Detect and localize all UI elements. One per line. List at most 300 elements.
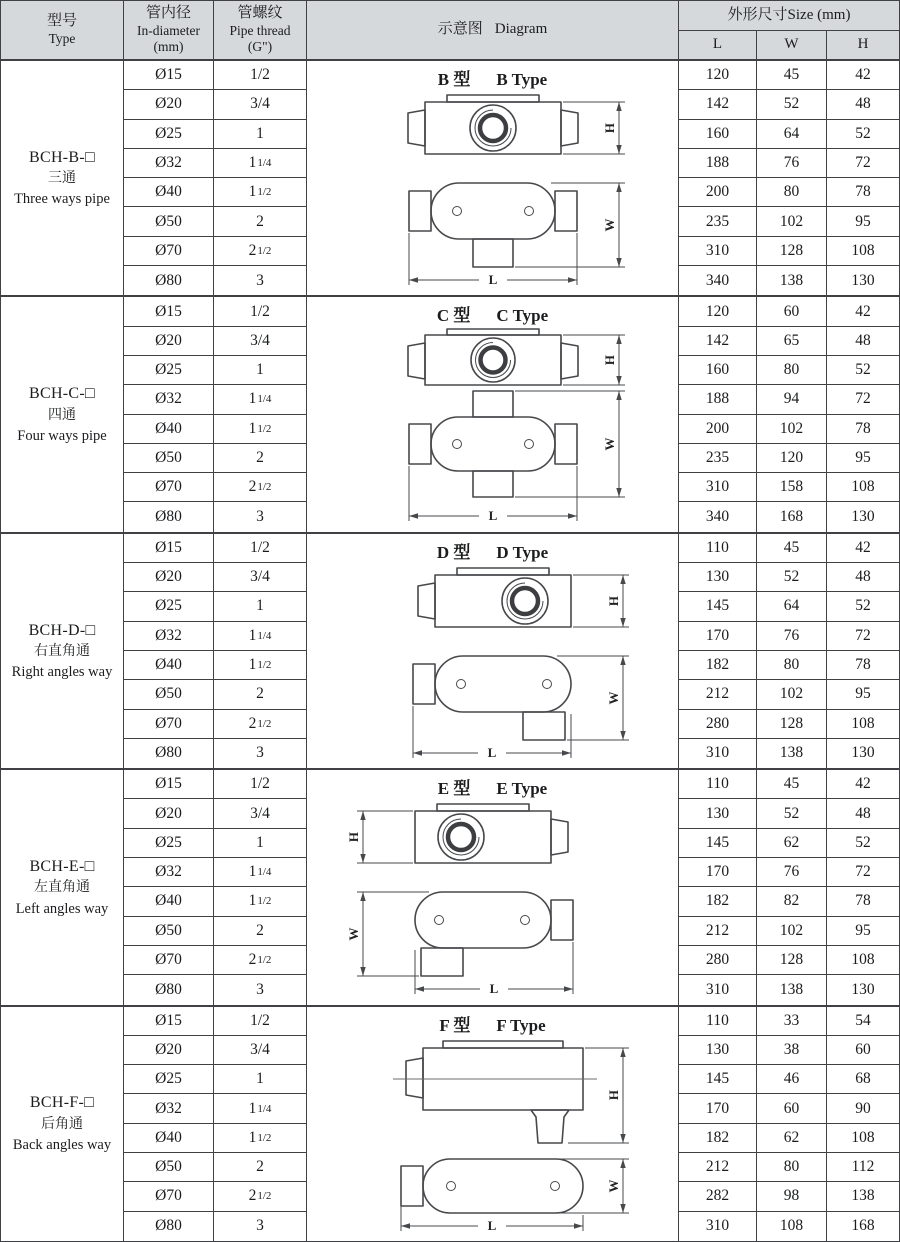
size-h-value: 95 (855, 921, 871, 939)
size-l-cell (679, 1182, 757, 1211)
size-l-cell (679, 680, 757, 709)
header-thread-en: Pipe thread (229, 22, 291, 38)
svg-text:L: L (489, 981, 498, 997)
size-w-value: 33 (783, 1011, 800, 1029)
size-w-cell (757, 829, 827, 858)
size-h-cell (827, 1094, 899, 1123)
diameter-value: Ø50 (155, 212, 182, 230)
diameter-value: Ø80 (155, 508, 182, 526)
diagram-label-en: C Type (496, 306, 549, 326)
bottom-view (413, 656, 571, 740)
diagram-cell (307, 534, 679, 768)
thread-value: 1/2 (250, 775, 270, 793)
size-h-cell (827, 770, 899, 799)
thread-value: 3 (256, 744, 264, 762)
diameter-value: Ø50 (155, 921, 182, 939)
diagram-label-zh: D 型 (436, 542, 471, 562)
screw-hole (524, 207, 533, 216)
size-w-cell (757, 297, 827, 326)
type-cell (1, 1007, 124, 1241)
size-l-value: 200 (705, 183, 730, 201)
thread-value: 2 (248, 241, 257, 259)
size-l-cell (679, 444, 757, 473)
size-h-value: 48 (855, 95, 871, 113)
section-e-type (1, 768, 899, 1004)
size-h-cell (827, 1065, 899, 1094)
size-w-value: 64 (783, 597, 800, 615)
size-h-cell (827, 946, 899, 975)
thread-cell (214, 61, 307, 90)
size-w-cell (757, 680, 827, 709)
diameter-value: Ø20 (155, 1040, 182, 1058)
header-col-h: H (857, 36, 869, 53)
size-l-cell (679, 327, 757, 356)
thread-value: 3 (256, 271, 264, 289)
size-h-cell (827, 858, 899, 887)
diameter-value: Ø32 (155, 1099, 182, 1117)
svg-text:W: W (345, 927, 361, 941)
size-l-cell (679, 1153, 757, 1182)
size-w-value: 64 (783, 124, 800, 142)
svg-text:L: L (487, 744, 496, 760)
size-h-value: 78 (855, 656, 871, 674)
size-h-cell (827, 534, 899, 563)
thread-fraction: 1/4 (257, 629, 272, 642)
size-w-value: 108 (779, 1217, 804, 1235)
thread-value: 3 (256, 1217, 264, 1235)
header-in-diameter (124, 1, 214, 59)
section-d-type (1, 532, 899, 768)
diameter-value: Ø70 (155, 951, 182, 969)
thread-value: 1 (248, 183, 257, 201)
size-l-value: 110 (706, 1011, 729, 1029)
header-diagram (307, 1, 679, 59)
thread-fraction: 1/2 (257, 895, 272, 908)
size-h-cell (827, 887, 899, 916)
screw-hole (550, 1181, 559, 1190)
size-l-value: 310 (705, 980, 730, 998)
thread-cell (214, 473, 307, 502)
size-w-value: 76 (783, 626, 800, 644)
size-w-cell (757, 887, 827, 916)
size-w-value: 128 (779, 714, 804, 732)
hub-opening (502, 578, 548, 624)
thread-value: 2 (248, 478, 257, 496)
size-w-value: 45 (783, 66, 800, 84)
size-l-cell (679, 799, 757, 828)
h-dimension (568, 1048, 629, 1143)
size-w-cell (757, 917, 827, 946)
thread-cell (214, 120, 307, 149)
size-h-value: 68 (855, 1070, 871, 1088)
size-w-cell (757, 975, 827, 1004)
size-l-value: 182 (705, 892, 730, 910)
size-h-value: 112 (851, 1158, 875, 1176)
thread-cell (214, 444, 307, 473)
diameter-value: Ø80 (155, 744, 182, 762)
size-w-cell (757, 90, 827, 119)
table-header (1, 1, 899, 59)
b-type-drawing (307, 91, 679, 287)
thread-cell (214, 385, 307, 414)
thread-value: 1 (248, 863, 257, 881)
thread-cell (214, 149, 307, 178)
size-l-cell (679, 858, 757, 887)
screw-hole (542, 679, 551, 688)
diameter-cell (124, 1094, 214, 1123)
size-w-value: 168 (779, 508, 804, 526)
size-h-cell (827, 90, 899, 119)
w-dimension (515, 391, 625, 497)
thread-cell (214, 266, 307, 295)
diameter-value: Ø15 (155, 775, 182, 793)
size-w-value: 60 (783, 1099, 800, 1117)
size-l-cell (679, 1065, 757, 1094)
diameter-value: Ø20 (155, 331, 182, 349)
e-type-drawing (307, 800, 679, 996)
outlet (531, 1110, 569, 1143)
diameter-cell (124, 1212, 214, 1241)
size-h-cell (827, 120, 899, 149)
type-cell (1, 534, 124, 768)
diameter-cell (124, 710, 214, 739)
size-w-value: 120 (779, 449, 804, 466)
thread-fraction: 1/2 (257, 1190, 272, 1203)
size-l-value: 130 (705, 1040, 730, 1058)
table-body (1, 59, 899, 1241)
size-h-value: 108 (851, 478, 875, 496)
diameter-cell (124, 975, 214, 1004)
size-w-cell (757, 651, 827, 680)
type-cell (1, 770, 124, 1004)
size-h-cell (827, 327, 899, 356)
diameter-value: Ø40 (155, 656, 182, 674)
diameter-value: Ø15 (155, 538, 182, 556)
svg-text:H: H (345, 832, 361, 843)
thread-value: 1 (248, 154, 257, 172)
size-w-value: 38 (783, 1040, 800, 1058)
thread-cell (214, 356, 307, 385)
header-pipe-thread (214, 1, 307, 59)
header-size (679, 1, 899, 31)
size-w-cell (757, 385, 827, 414)
type-cell (1, 297, 124, 531)
size-h-cell (827, 385, 899, 414)
size-l-cell (679, 975, 757, 1004)
size-h-cell (827, 651, 899, 680)
svg-text:L: L (488, 508, 497, 524)
size-w-cell (757, 739, 827, 768)
thread-cell (214, 710, 307, 739)
thread-fraction: 1/2 (257, 1131, 272, 1144)
thread-cell (214, 563, 307, 592)
l-dimension (409, 466, 577, 523)
size-h-value: 95 (855, 449, 871, 466)
size-w-cell (757, 563, 827, 592)
diameter-cell (124, 1065, 214, 1094)
diameter-value: Ø40 (155, 183, 182, 201)
size-l-value: 212 (705, 1158, 730, 1176)
diameter-value: Ø40 (155, 419, 182, 437)
size-h-cell (827, 739, 899, 768)
size-h-value: 95 (855, 212, 871, 230)
size-w-value: 138 (779, 744, 804, 762)
thread-fraction: 1/4 (257, 393, 272, 406)
size-h-value: 48 (855, 804, 871, 822)
top-view (418, 568, 571, 627)
screw-hole (456, 679, 465, 688)
size-l-cell (679, 356, 757, 385)
size-h-cell (827, 1007, 899, 1036)
size-w-cell (757, 327, 827, 356)
outlet (473, 471, 513, 497)
size-h-cell (827, 149, 899, 178)
hub-opening (438, 814, 484, 860)
size-h-cell (827, 1212, 899, 1241)
size-h-value: 52 (855, 124, 871, 142)
size-h-cell (827, 415, 899, 444)
size-l-cell (679, 1094, 757, 1123)
size-l-cell (679, 563, 757, 592)
size-l-value: 235 (705, 212, 730, 230)
w-dimension (346, 892, 429, 976)
size-w-value: 52 (783, 804, 800, 822)
size-w-value: 82 (783, 892, 800, 910)
header-diagram-en: Diagram (494, 21, 548, 38)
thread-cell (214, 327, 307, 356)
size-h-cell (827, 297, 899, 326)
diameter-value: Ø50 (155, 1158, 182, 1176)
thread-value: 3/4 (250, 568, 270, 586)
svg-text:W: W (601, 437, 617, 451)
size-l-cell (679, 1007, 757, 1036)
size-w-cell (757, 710, 827, 739)
size-w-value: 138 (779, 980, 804, 998)
diameter-cell (124, 739, 214, 768)
model-code: BCH-E-□ (29, 858, 95, 876)
size-w-cell (757, 1007, 827, 1036)
thread-cell (214, 858, 307, 887)
diameter-cell (124, 1007, 214, 1036)
thread-value: 1 (248, 1128, 257, 1146)
thread-cell (214, 622, 307, 651)
type-name-zh: 三通 (48, 171, 76, 187)
size-l-cell (679, 149, 757, 178)
size-h-value: 48 (855, 331, 871, 349)
size-w-cell (757, 120, 827, 149)
size-l-value: 145 (705, 1070, 730, 1088)
size-w-value: 80 (783, 1158, 800, 1176)
size-h-cell (827, 710, 899, 739)
thread-fraction: 1/4 (257, 157, 272, 170)
thread-cell (214, 1007, 307, 1036)
diagram-label-en: F Type (496, 1015, 546, 1035)
size-w-cell (757, 1094, 827, 1123)
header-dia-en: In-diameter (137, 22, 200, 38)
size-l-value: 200 (705, 419, 730, 437)
thread-value: 3 (256, 980, 264, 998)
model-code: BCH-D-□ (28, 621, 96, 639)
diameter-value: Ø50 (155, 449, 182, 466)
l-dimension (413, 706, 571, 760)
diagram-label-zh: B 型 (437, 70, 471, 89)
diameter-value: Ø80 (155, 1217, 182, 1235)
thread-cell (214, 799, 307, 828)
size-h-value: 48 (855, 568, 871, 586)
thread-value: 3/4 (250, 1040, 270, 1058)
diameter-cell (124, 858, 214, 887)
size-l-cell (679, 297, 757, 326)
diagram-label (439, 1015, 545, 1037)
diameter-cell (124, 1124, 214, 1153)
screw-hole (524, 440, 533, 449)
diameter-cell (124, 356, 214, 385)
diameter-value: Ø25 (155, 361, 182, 379)
thread-cell (214, 1153, 307, 1182)
svg-text:L: L (487, 1217, 496, 1233)
outlet (473, 391, 513, 417)
size-w-cell (757, 1153, 827, 1182)
size-w-cell (757, 149, 827, 178)
size-l-cell (679, 415, 757, 444)
size-h-value: 130 (851, 980, 875, 998)
size-h-cell (827, 207, 899, 236)
size-w-cell (757, 502, 827, 531)
size-h-value: 95 (855, 685, 871, 703)
size-l-value: 182 (705, 656, 730, 674)
c-type-drawing (307, 327, 679, 523)
diameter-cell (124, 622, 214, 651)
type-name-en: Four ways pipe (17, 427, 107, 444)
diameter-value: Ø32 (155, 390, 182, 408)
h-dimension (563, 102, 625, 154)
outlet (473, 239, 513, 267)
header-diagram-zh: 示意图 (437, 21, 483, 38)
thread-value: 1 (248, 626, 257, 644)
size-l-value: 145 (705, 833, 730, 851)
size-h-value: 108 (851, 951, 875, 969)
size-h-value: 138 (851, 1187, 875, 1205)
size-w-cell (757, 444, 827, 473)
size-w-cell (757, 1182, 827, 1211)
diameter-cell (124, 829, 214, 858)
type-cell (1, 61, 124, 295)
diameter-value: Ø15 (155, 66, 182, 84)
type-name-en: Back angles way (12, 1136, 112, 1153)
thread-value: 2 (256, 685, 264, 703)
thread-fraction: 1/2 (257, 717, 272, 730)
thread-fraction: 1/2 (257, 659, 272, 672)
thread-value: 1/2 (250, 1011, 270, 1029)
size-l-cell (679, 829, 757, 858)
thread-cell (214, 680, 307, 709)
thread-value: 2 (256, 921, 264, 939)
size-w-value: 138 (779, 271, 804, 289)
h-dimension (573, 575, 629, 627)
header-thread-zh: 管螺纹 (237, 5, 283, 22)
size-w-value: 102 (779, 921, 804, 939)
thread-value: 2 (248, 714, 257, 732)
thread-fraction: 1/2 (257, 481, 272, 494)
f-type-drawing (307, 1037, 679, 1233)
size-w-cell (757, 858, 827, 887)
diameter-value: Ø25 (155, 597, 182, 615)
size-l-value: 142 (705, 95, 730, 113)
thread-value: 1 (256, 597, 264, 615)
size-h-value: 72 (855, 154, 871, 172)
size-l-cell (679, 770, 757, 799)
size-l-value: 280 (705, 714, 730, 732)
size-w-value: 158 (779, 478, 804, 496)
thread-value: 1 (248, 390, 257, 408)
thread-cell (214, 1212, 307, 1241)
diameter-cell (124, 1036, 214, 1065)
diameter-value: Ø70 (155, 1187, 182, 1205)
diameter-value: Ø70 (155, 241, 182, 259)
size-w-value: 45 (783, 538, 800, 556)
size-h-value: 108 (851, 714, 875, 732)
header-dia-unit: (mm) (153, 38, 184, 54)
size-w-value: 46 (783, 1070, 800, 1088)
size-w-cell (757, 178, 827, 207)
diameter-cell (124, 149, 214, 178)
size-h-cell (827, 444, 899, 473)
thread-cell (214, 887, 307, 916)
diameter-value: Ø25 (155, 1070, 182, 1088)
l-dimension (409, 233, 577, 287)
size-w-cell (757, 592, 827, 621)
size-l-cell (679, 385, 757, 414)
svg-text:H: H (605, 1089, 621, 1100)
size-w-cell (757, 415, 827, 444)
size-l-value: 142 (705, 331, 730, 349)
size-l-value: 340 (705, 271, 730, 289)
size-h-value: 42 (855, 66, 871, 84)
svg-text:W: W (601, 218, 617, 232)
size-l-cell (679, 120, 757, 149)
thread-cell (214, 90, 307, 119)
size-w-cell (757, 1036, 827, 1065)
size-w-value: 94 (783, 390, 800, 408)
svg-text:W: W (605, 691, 621, 705)
size-w-cell (757, 1124, 827, 1153)
w-dimension (553, 1159, 629, 1213)
size-w-value: 80 (783, 656, 800, 674)
size-w-cell (757, 207, 827, 236)
size-h-cell (827, 622, 899, 651)
size-h-cell (827, 592, 899, 621)
thread-fraction: 1/2 (257, 244, 272, 257)
diameter-cell (124, 444, 214, 473)
size-l-value: 212 (705, 685, 730, 703)
size-h-value: 78 (855, 419, 871, 437)
diameter-cell (124, 415, 214, 444)
size-h-cell (827, 917, 899, 946)
size-l-value: 282 (705, 1187, 730, 1205)
diameter-value: Ø32 (155, 154, 182, 172)
thread-value: 1/2 (250, 66, 270, 84)
thread-fraction: 1/2 (257, 422, 272, 435)
size-l-value: 310 (705, 478, 730, 496)
thread-cell (214, 1094, 307, 1123)
thread-cell (214, 1065, 307, 1094)
size-w-value: 98 (783, 1187, 800, 1205)
size-l-value: 188 (705, 390, 730, 408)
size-h-cell (827, 266, 899, 295)
size-l-value: 310 (705, 1217, 730, 1235)
bottom-view (409, 391, 577, 497)
diameter-value: Ø80 (155, 271, 182, 289)
